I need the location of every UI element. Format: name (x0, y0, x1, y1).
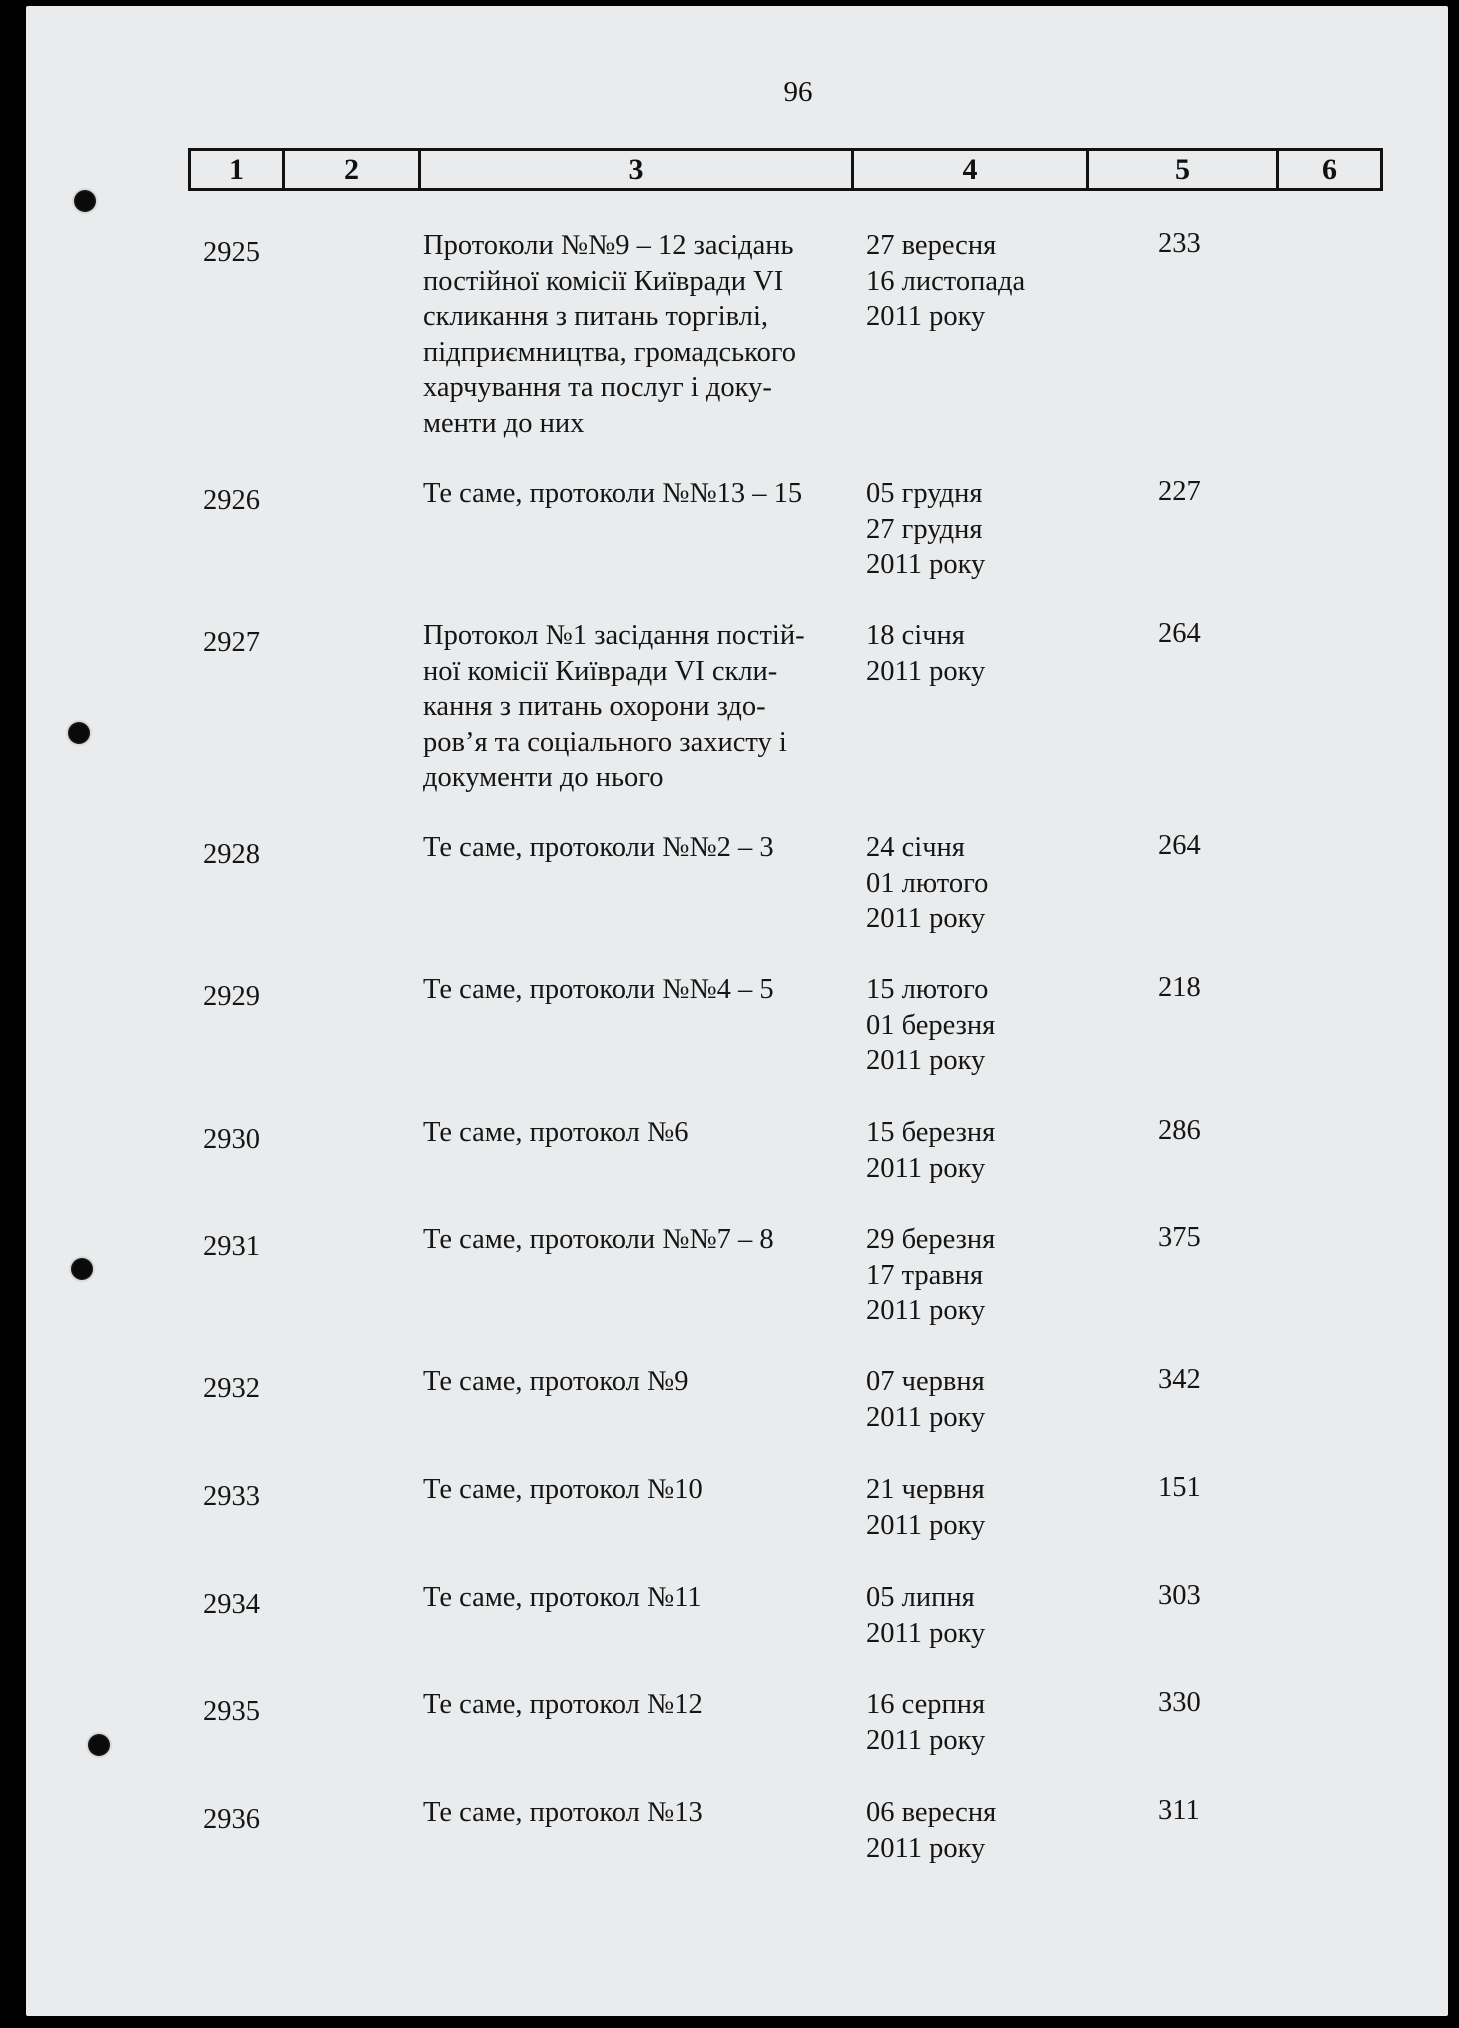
date-line: 07 червня (866, 1366, 985, 1397)
record-dates (866, 1795, 1086, 1866)
description-line: Те саме, протокол №6 (423, 1117, 689, 1148)
description-line: ров’я та соціального захисту і (423, 726, 787, 758)
date-line: 2011 року (866, 1401, 986, 1433)
record-description (423, 1687, 863, 1723)
record-dates (866, 830, 1086, 937)
description-line: Те саме, протокол №11 (423, 1582, 702, 1613)
punch-hole (68, 722, 90, 744)
date-line: 01 березня (866, 1009, 996, 1041)
description-line: кання з питань охорони здо- (423, 691, 766, 722)
record-description (423, 1222, 863, 1258)
date-line: 21 червня (866, 1474, 985, 1505)
description-line: Те саме, протоколи №№7 – 8 (423, 1224, 774, 1255)
page-count: 303 (1158, 1580, 1201, 1611)
page-number: 96 (783, 76, 813, 108)
header-cell: 4 (854, 151, 1089, 188)
record-dates (866, 1222, 1086, 1329)
description-line: Те саме, протокол №10 (423, 1474, 703, 1505)
record-number: 2930 (203, 1124, 260, 1155)
record-number: 2927 (203, 627, 260, 658)
page-count: 264 (1158, 618, 1201, 649)
description-line: Те саме, протоколи №№13 – 15 (423, 478, 803, 509)
record-number: 2929 (203, 981, 260, 1012)
record-description (423, 830, 863, 866)
header-cell: 6 (1322, 152, 1337, 186)
date-line: 2011 року (866, 1832, 986, 1864)
date-line: 27 грудня (866, 513, 983, 545)
record-description (423, 1472, 863, 1508)
date-line: 15 березня (866, 1117, 996, 1148)
page-count: 218 (1158, 972, 1201, 1003)
description-line: Протокол №1 засідання постій- (423, 620, 805, 651)
punch-hole (88, 1734, 110, 1756)
page-count: 233 (1158, 228, 1201, 259)
header-cell: 2 (285, 151, 421, 188)
description-line: Те саме, протокол №9 (423, 1366, 689, 1397)
record-description (423, 228, 863, 441)
date-line: 2011 року (866, 903, 986, 934)
date-line: 29 березня (866, 1224, 996, 1255)
date-line: 2011 року (866, 549, 986, 580)
date-line: 2011 року (866, 655, 986, 687)
date-line: 01 лютого (866, 867, 989, 899)
page-count: 375 (1158, 1222, 1201, 1253)
header-cell: 5 (1089, 151, 1279, 188)
page-count: 264 (1158, 830, 1201, 861)
description-line: Те саме, протокол №12 (423, 1689, 703, 1720)
date-line: 2011 року (866, 1045, 986, 1076)
description-line: підприємництва, громадського (423, 336, 797, 368)
date-line: 17 травня (866, 1259, 984, 1291)
page-count: 151 (1158, 1472, 1201, 1503)
date-line: 24 січня (866, 832, 965, 863)
record-dates (866, 1364, 1086, 1435)
record-dates (866, 476, 1086, 583)
record-description (423, 476, 863, 512)
description-line: Те саме, протоколи №№2 – 3 (423, 832, 774, 863)
record-description (423, 1795, 863, 1831)
record-description (423, 1115, 863, 1151)
record-number: 2931 (203, 1231, 260, 1262)
date-line: 16 листопада (866, 265, 1026, 297)
record-description (423, 972, 863, 1008)
table-header (188, 148, 1383, 191)
record-dates (866, 1580, 1086, 1651)
record-dates (866, 1687, 1086, 1758)
record-number: 2928 (203, 839, 260, 870)
record-dates (866, 1472, 1086, 1543)
date-line: 2011 року (866, 1509, 986, 1541)
page-count: 330 (1158, 1687, 1201, 1718)
date-line: 05 липня (866, 1582, 975, 1613)
record-number: 2933 (203, 1481, 260, 1512)
description-line: постійної комісії Київради VI (423, 265, 784, 297)
date-line: 27 вересня (866, 230, 997, 261)
header-cell: 1 (191, 151, 285, 188)
record-number: 2932 (203, 1373, 260, 1404)
description-line: харчування та послуг і доку- (423, 372, 772, 403)
description-line: Те саме, протокол №13 (423, 1797, 703, 1828)
description-line: Протоколи №№9 – 12 засідань (423, 230, 794, 261)
date-line: 2011 року (866, 1295, 986, 1326)
date-line: 15 лютого (866, 974, 989, 1005)
record-dates (866, 618, 1086, 689)
date-line: 2011 року (866, 301, 986, 332)
page-count: 311 (1158, 1795, 1200, 1826)
record-number: 2935 (203, 1696, 260, 1727)
record-dates (866, 1115, 1086, 1186)
description-line: ної комісії Київради VI скли- (423, 655, 778, 687)
page-count: 227 (1158, 476, 1201, 507)
date-line: 18 січня (866, 620, 965, 651)
header-cell: 3 (421, 151, 854, 188)
record-dates (866, 228, 1086, 335)
record-number: 2934 (203, 1589, 260, 1620)
date-line: 2011 року (866, 1152, 986, 1184)
record-description (423, 1364, 863, 1400)
punch-hole (74, 190, 96, 212)
description-line: Те саме, протоколи №№4 – 5 (423, 974, 774, 1005)
description-line: документи до нього (423, 762, 664, 793)
record-number: 2926 (203, 485, 260, 516)
record-description (423, 618, 863, 796)
page-count: 286 (1158, 1115, 1201, 1146)
date-line: 05 грудня (866, 478, 983, 509)
description-line: менти до них (423, 407, 585, 439)
description-line: скликання з питань торгівлі, (423, 301, 769, 332)
page-count: 342 (1158, 1364, 1201, 1395)
date-line: 06 вересня (866, 1797, 997, 1828)
punch-hole (71, 1258, 93, 1280)
record-number: 2936 (203, 1804, 260, 1835)
date-line: 2011 року (866, 1724, 986, 1756)
date-line: 2011 року (866, 1617, 986, 1649)
record-description (423, 1580, 863, 1616)
record-dates (866, 972, 1086, 1079)
record-number: 2925 (203, 237, 260, 268)
date-line: 16 серпня (866, 1689, 986, 1720)
